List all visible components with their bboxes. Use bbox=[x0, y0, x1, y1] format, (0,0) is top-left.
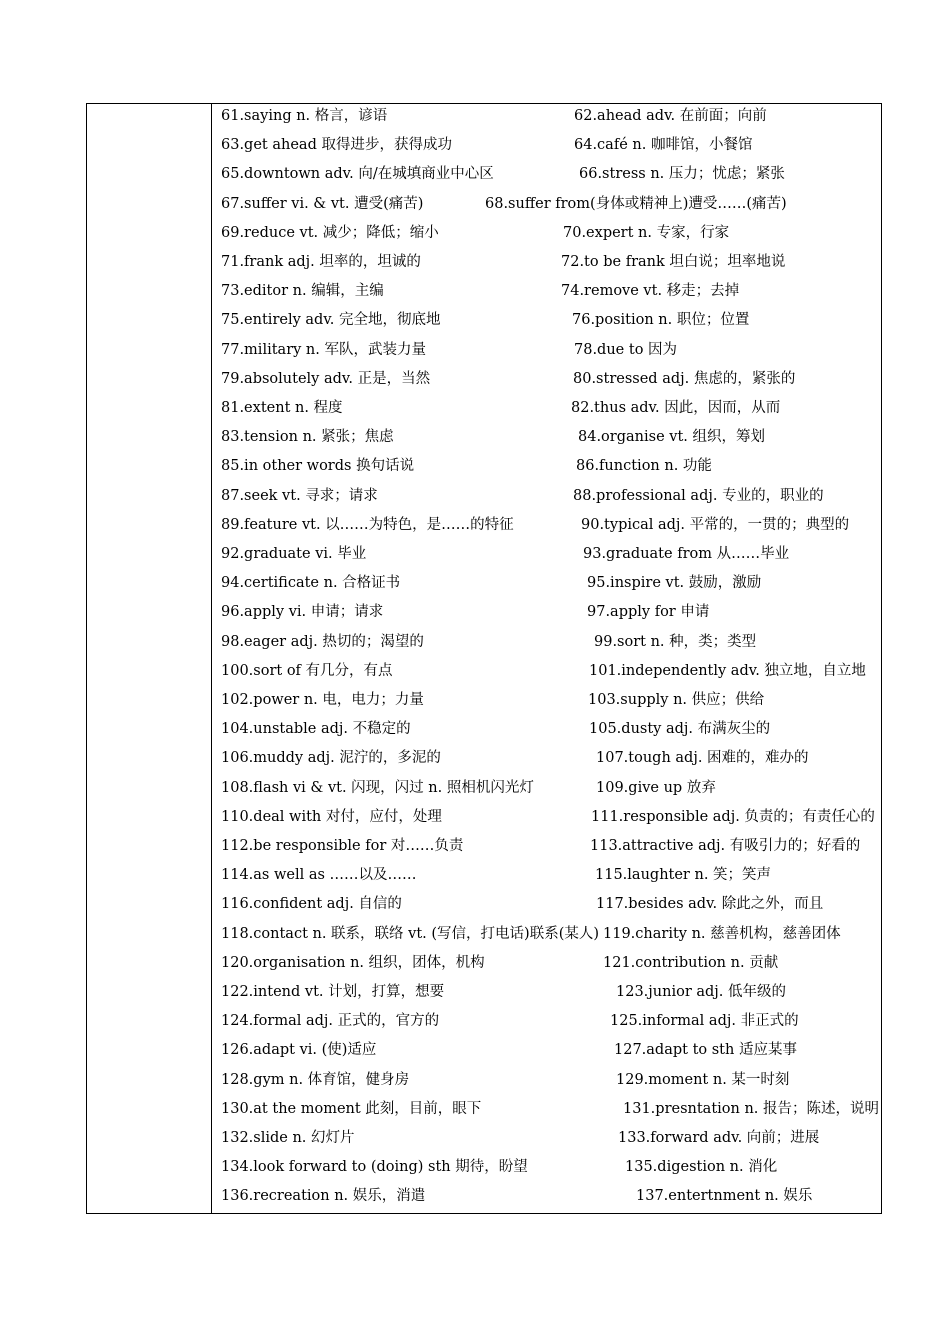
vocab-entry-left: 110.deal with 对付，应付，处理 bbox=[221, 808, 442, 825]
vocab-row bbox=[212, 776, 881, 805]
vocab-row bbox=[212, 717, 881, 746]
vocab-entry-left: 128.gym n. 体育馆，健身房 bbox=[221, 1071, 410, 1088]
vocab-entry-left: 124.formal adj. 正式的，官方的 bbox=[221, 1013, 440, 1030]
vocab-entry-right: 109.give up 放弃 bbox=[596, 779, 716, 796]
vocab-entry-left: 106.muddy adj. 泥泞的，多泥的 bbox=[221, 750, 441, 767]
vocab-row bbox=[212, 338, 881, 367]
vocab-entry-right: 129.moment n. 某一时刻 bbox=[616, 1071, 790, 1088]
vocab-row bbox=[212, 805, 881, 834]
vocab-entry-left: 69.reduce vt. 减少；降低；缩小 bbox=[221, 224, 439, 241]
vocab-entry-right: 115.laughter n. 笑；笑声 bbox=[595, 867, 772, 884]
vocab-row bbox=[212, 308, 881, 337]
vocab-entry-right: 84.organise vt. 组织，筹划 bbox=[578, 429, 765, 446]
vocab-row bbox=[212, 630, 881, 659]
vocab-row bbox=[212, 162, 881, 191]
vocab-entry-left: 96.apply vi. 申请；请求 bbox=[221, 604, 384, 621]
vocab-entry-right: 133.forward adv. 向前；进展 bbox=[618, 1130, 820, 1146]
vocab-entry-left: 130.at the moment 此刻，目前，眼下 bbox=[221, 1100, 482, 1117]
vocab-entry-right: 111.responsible adj. 负责的；有责任心的 bbox=[591, 808, 875, 825]
vocab-entry-left: 136.recreation n. 娱乐，消遣 bbox=[221, 1188, 426, 1205]
vocab-row bbox=[212, 484, 881, 513]
vocab-entry-left: 87.seek vt. 寻求；请求 bbox=[221, 487, 378, 504]
vocab-row bbox=[212, 513, 881, 542]
vocab-row bbox=[212, 454, 881, 483]
vocab-entry-left: 85.in other words 换句话说 bbox=[221, 458, 415, 475]
vocab-row bbox=[212, 425, 881, 454]
vocab-entry-right: 97.apply for 申请 bbox=[587, 604, 710, 621]
vocabulary-cell bbox=[212, 104, 881, 1213]
vocab-entry-right: 68.suffer from(身体或精神上)遭受……(痛苦) bbox=[485, 195, 787, 212]
vocab-entry-right: 125.informal adj. 非正式的 bbox=[610, 1013, 799, 1030]
vocab-entry-right: 101.independently adv. 独立地，自立地 bbox=[589, 662, 866, 679]
vocab-entry-left: 77.military n. 军队，武装力量 bbox=[221, 341, 426, 358]
vocab-entry-right: 127.adapt to sth 适应某事 bbox=[614, 1042, 797, 1059]
vocab-entry-left: 75.entirely adv. 完全地，彻底地 bbox=[221, 312, 441, 329]
vocab-entry-right: 103.supply n. 供应；供给 bbox=[588, 692, 765, 708]
vocab-row bbox=[212, 221, 881, 250]
vocab-entry-right: 72.to be frank 坦白说；坦率地说 bbox=[561, 254, 786, 270]
vocab-row bbox=[212, 922, 881, 951]
vocab-entry-left: 94.certificate n. 合格证书 bbox=[221, 575, 401, 592]
vocab-entry-right: 137.entertnment n. 娱乐 bbox=[636, 1188, 813, 1205]
vocab-entry-left: 108.flash vi & vt. 闪现，闪过 n. 照相机闪光灯 bbox=[221, 779, 534, 796]
vocab-entry-right: 70.expert n. 专家，行家 bbox=[563, 224, 730, 241]
vocab-row bbox=[212, 600, 881, 629]
vocab-entry-right: 135.digestion n. 消化 bbox=[625, 1159, 778, 1176]
vocab-entry-right: 113.attractive adj. 有吸引力的；好看的 bbox=[590, 838, 861, 854]
vocab-row bbox=[212, 250, 881, 279]
vocab-row bbox=[212, 659, 881, 688]
vocab-entry-right: 74.remove vt. 移走；去掉 bbox=[561, 283, 740, 300]
vocab-entry-left: 89.feature vt. 以……为特色，是……的特征 bbox=[221, 516, 514, 533]
vocab-entry-left: 83.tension n. 紧张；焦虑 bbox=[221, 429, 394, 446]
vocab-entry-right: 117.besides adv. 除此之外，而且 bbox=[596, 896, 824, 913]
vocab-entry-left: 71.frank adj. 坦率的，坦诚的 bbox=[221, 254, 421, 270]
vocab-row bbox=[212, 1068, 881, 1097]
vocab-entry-right: 66.stress n. 压力；忧虑；紧张 bbox=[579, 166, 785, 183]
vocab-entry-left: 132.slide n. 幻灯片 bbox=[221, 1130, 355, 1146]
vocab-entry-left: 114.as well as ……以及…… bbox=[221, 867, 417, 884]
vocab-entry-right: 121.contribution n. 贡献 bbox=[603, 954, 779, 971]
vocab-entry-left: 116.confident adj. 自信的 bbox=[221, 896, 402, 913]
vocab-row bbox=[212, 834, 881, 863]
vocab-row bbox=[212, 279, 881, 308]
vocab-entry-left: 92.graduate vi. 毕业 bbox=[221, 546, 367, 562]
vocab-entry-right: 64.café n. 咖啡馆，小餐馆 bbox=[574, 137, 753, 154]
vocab-row bbox=[212, 1097, 881, 1126]
vocab-row bbox=[212, 688, 881, 717]
vocab-row bbox=[212, 104, 881, 133]
vocab-entry-right: 82.thus adv. 因此，因而，从而 bbox=[571, 400, 781, 416]
vocab-row bbox=[212, 892, 881, 921]
vocab-entry-right: 107.tough adj. 困难的，难办的 bbox=[596, 750, 809, 767]
vocab-entry-right: 105.dusty adj. 布满灰尘的 bbox=[589, 721, 771, 738]
vocab-row bbox=[212, 367, 881, 396]
vocab-entry-right: 119.charity n. 慈善机构，慈善团体 bbox=[603, 925, 841, 942]
vocab-row bbox=[212, 192, 881, 221]
left-empty-cell bbox=[87, 104, 211, 1213]
vocab-row bbox=[212, 980, 881, 1009]
vocab-row bbox=[212, 863, 881, 892]
vocab-row bbox=[212, 1038, 881, 1067]
vocab-entry-right: 93.graduate from 从……毕业 bbox=[583, 546, 790, 562]
vocab-entry-left: 79.absolutely adv. 正是，当然 bbox=[221, 370, 431, 387]
vocab-entry-left: 73.editor n. 编辑，主编 bbox=[221, 283, 384, 300]
vocab-entry-right: 123.junior adj. 低年级的 bbox=[616, 984, 787, 1000]
vocab-entry-left: 63.get ahead 取得进步，获得成功 bbox=[221, 137, 452, 154]
vocab-entry-left: 81.extent n. 程度 bbox=[221, 400, 343, 416]
vocab-row bbox=[212, 1009, 881, 1038]
vocab-entry-right: 76.position n. 职位；位置 bbox=[572, 312, 750, 329]
vocab-entry-left: 61.saying n. 格言，谚语 bbox=[221, 108, 388, 124]
vocab-entry-left: 104.unstable adj. 不稳定的 bbox=[221, 721, 411, 738]
vocab-entry-left: 118.contact n. 联系，联络 vt. (写信，打电话)联系(某人) bbox=[221, 925, 600, 942]
vocab-entry-right: 131.presntation n. 报告；陈述，说明 bbox=[623, 1100, 880, 1117]
vocab-entry-left: 126.adapt vi. (使)适应 bbox=[221, 1042, 377, 1059]
vocab-row bbox=[212, 746, 881, 775]
vocab-row bbox=[212, 396, 881, 425]
vocab-entry-left: 134.look forward to (doing) sth 期待，盼望 bbox=[221, 1159, 528, 1176]
vocab-entry-left: 65.downtown adv. 向/在城填商业中心区 bbox=[221, 166, 494, 183]
vocab-entry-left: 120.organisation n. 组织，团体，机构 bbox=[221, 954, 485, 971]
vocab-row bbox=[212, 1126, 881, 1155]
vocab-entry-left: 67.suffer vi. & vt. 遭受(痛苦) bbox=[221, 195, 424, 212]
vocab-entry-right: 95.inspire vt. 鼓励，激励 bbox=[587, 575, 762, 592]
vocab-row bbox=[212, 133, 881, 162]
vocab-row bbox=[212, 1184, 881, 1213]
vocab-entry-left: 98.eager adj. 热切的；渴望的 bbox=[221, 633, 424, 650]
vocab-entry-right: 62.ahead adv. 在前面；向前 bbox=[574, 108, 767, 124]
vocab-entry-right: 80.stressed adj. 焦虑的，紧张的 bbox=[573, 370, 796, 387]
vocab-row bbox=[212, 571, 881, 600]
vocab-entry-right: 78.due to 因为 bbox=[574, 341, 678, 358]
vocab-entry-left: 100.sort of 有几分，有点 bbox=[221, 662, 393, 679]
vocab-entry-right: 90.typical adj. 平常的，一贯的；典型的 bbox=[581, 516, 850, 533]
vocab-entry-right: 88.professional adj. 专业的，职业的 bbox=[573, 487, 824, 504]
vocab-row bbox=[212, 1155, 881, 1184]
vocab-row bbox=[212, 542, 881, 571]
vocab-row bbox=[212, 951, 881, 980]
vocab-entry-right: 86.function n. 功能 bbox=[576, 458, 712, 475]
vocab-entry-right: 99.sort n. 种，类；类型 bbox=[594, 633, 757, 650]
vocab-entry-left: 102.power n. 电，电力；力量 bbox=[221, 692, 424, 708]
vocab-entry-left: 112.be responsible for 对……负责 bbox=[221, 838, 464, 854]
vocab-entry-left: 122.intend vt. 计划，打算，想要 bbox=[221, 984, 445, 1000]
